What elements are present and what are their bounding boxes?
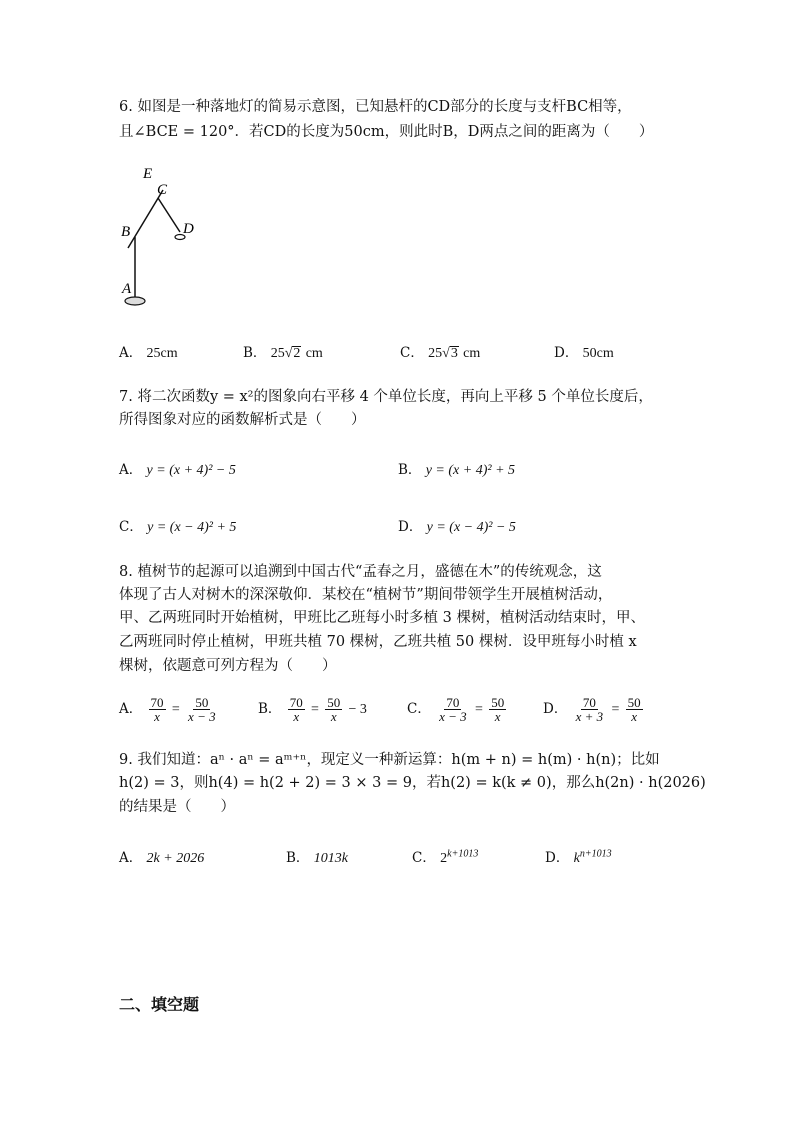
rod-cd [158, 198, 180, 232]
label-d: D [183, 221, 194, 237]
fraction-numerator: 50 [327, 695, 341, 710]
fraction-denominator: x [154, 709, 160, 724]
option-label: B． [398, 462, 422, 478]
fraction-denominator: x − 3 [439, 709, 467, 724]
option-label: C． [400, 345, 424, 361]
option-coef: 25 [270, 346, 285, 361]
option-text: 50cm [582, 346, 614, 361]
q6-option-d[interactable] [554, 341, 614, 362]
fraction-numerator: 50 [195, 695, 209, 710]
option-label: A． [119, 462, 143, 478]
power-exponent: k+1013 [447, 848, 479, 860]
fraction-numerator: 70 [446, 695, 460, 710]
q9-line-1: 9. 我们知道：aⁿ · aⁿ = aᵐ⁺ⁿ，现定义一种新运算：h(m + n) = h(m) · h(n)；比如 [119, 752, 660, 768]
label-e: E [143, 166, 153, 182]
operator: = [311, 702, 319, 717]
power-base: 2 [440, 851, 448, 866]
option-radicand: 2 [293, 346, 301, 361]
label-a: A [122, 281, 132, 297]
fraction-denominator: x − 3 [188, 709, 216, 724]
q7-option-c[interactable] [119, 515, 236, 536]
option-label: D． [543, 701, 568, 717]
q8-option-a[interactable] [119, 696, 220, 723]
option-label: D． [554, 345, 579, 361]
option-text: y = (x + 4)² − 5 [146, 463, 236, 478]
fraction-numerator: 70 [289, 695, 303, 710]
q8-option-b[interactable] [258, 696, 367, 723]
fraction-denominator: x [293, 709, 300, 724]
option-text: 2k + 2026 [146, 851, 205, 866]
q8-line-2: 体现了古人对树木的深深敬仰．某校在“植树节”期间带领学生开展植树活动， [119, 587, 613, 603]
q8-option-d[interactable] [543, 696, 645, 723]
q8-option-c[interactable] [407, 696, 508, 723]
q6-option-c[interactable]: C． 25√3 cm [400, 345, 481, 361]
fraction-numerator: 50 [627, 695, 641, 710]
q6-line-1: 6. 如图是一种落地灯的简易示意图，已知悬杆的CD部分的长度与支杆BC相等， [119, 99, 632, 115]
option-text: 1013k [313, 851, 348, 866]
lamp-base-a [125, 297, 145, 305]
power-base: k [573, 851, 580, 866]
option-label: A． [119, 345, 143, 361]
fraction-denominator: x [494, 709, 501, 724]
fraction-numerator: 70 [150, 695, 164, 710]
q9-option-a[interactable] [119, 846, 204, 867]
q7-option-a[interactable] [119, 458, 236, 479]
q9-option-d[interactable] [545, 846, 612, 867]
q8-line-4: 乙两班同时停止植树，甲班共植 70 棵树，乙班共植 50 棵树．设甲班每小时植 x [119, 634, 637, 650]
option-text: y = (x − 4)² + 5 [147, 520, 237, 535]
q6-line-2: 且∠BCE = 120°．若CD的长度为50cm，则此时B，D两点之间的距离为（ ） [119, 124, 654, 140]
fraction-denominator: x [631, 709, 638, 724]
option-label: D． [398, 519, 423, 535]
q7-option-d[interactable] [398, 515, 516, 536]
q9-option-c[interactable] [412, 846, 478, 867]
option-text: y = (x − 4)² − 5 [426, 520, 516, 535]
fraction-denominator: x [330, 709, 337, 724]
q7-line-2: 所得图象对应的函数解析式是（ ） [119, 412, 366, 428]
option-label: C． [412, 850, 436, 866]
fraction-denominator: x + 3 [575, 709, 604, 724]
power-exponent: n+1013 [579, 848, 612, 860]
q8-line-5: 棵树，依题意可列方程为（ ） [119, 658, 337, 674]
operator: = [611, 702, 620, 717]
label-c: C [157, 182, 168, 198]
q8-line-1: 8. 植树节的起源可以追溯到中国古代“孟春之月，盛德在木”的传统观念，这 [119, 564, 602, 580]
q7-line-1: 7. 将二次函数y = x²的图象向右平移 4 个单位长度，再向上平移 5 个单位长度后， [119, 389, 653, 405]
q9-line-3: 的结果是（ ） [119, 799, 235, 815]
q9-line-2: h(2) = 3，则h(4) = h(2 + 2) = 3 × 3 = 9，若h(2) = k(k ≠ 0)，那么h(2n) · h(2026) [119, 775, 706, 791]
q6-option-b[interactable]: B． 25√2 cm [243, 345, 323, 361]
option-coef: 25 [428, 346, 443, 361]
q7-option-b[interactable] [398, 458, 515, 479]
option-label: B． [258, 701, 282, 717]
option-label: B． [286, 850, 310, 866]
label-b: B [121, 224, 131, 240]
floor-lamp-figure [110, 162, 230, 312]
q8-line-3: 甲、乙两班同时开始植树，甲班比乙班每小时多植 3 棵树，植树活动结束时，甲、 [119, 610, 645, 626]
option-label: A． [119, 701, 143, 717]
option-label: D． [545, 850, 570, 866]
option-unit: cm [463, 346, 481, 361]
fraction-numerator: 50 [491, 695, 505, 710]
option-label: C． [119, 519, 143, 535]
operator: = [474, 702, 483, 717]
fraction-numerator: 70 [582, 695, 596, 710]
option-radicand: 3 [450, 346, 458, 361]
option-unit: cm [305, 346, 323, 361]
operator: = [171, 702, 180, 717]
option-text: y = (x + 4)² + 5 [425, 463, 516, 478]
section-heading-fill-in: 二、填空题 [119, 995, 200, 1014]
option-label: B． [243, 345, 267, 361]
option-text: 25cm [146, 346, 178, 361]
option-label: A． [119, 850, 143, 866]
q9-option-b[interactable] [286, 846, 348, 867]
option-label: C． [407, 701, 431, 717]
option-tail: − 3 [348, 702, 367, 717]
q6-option-a[interactable] [119, 341, 178, 362]
